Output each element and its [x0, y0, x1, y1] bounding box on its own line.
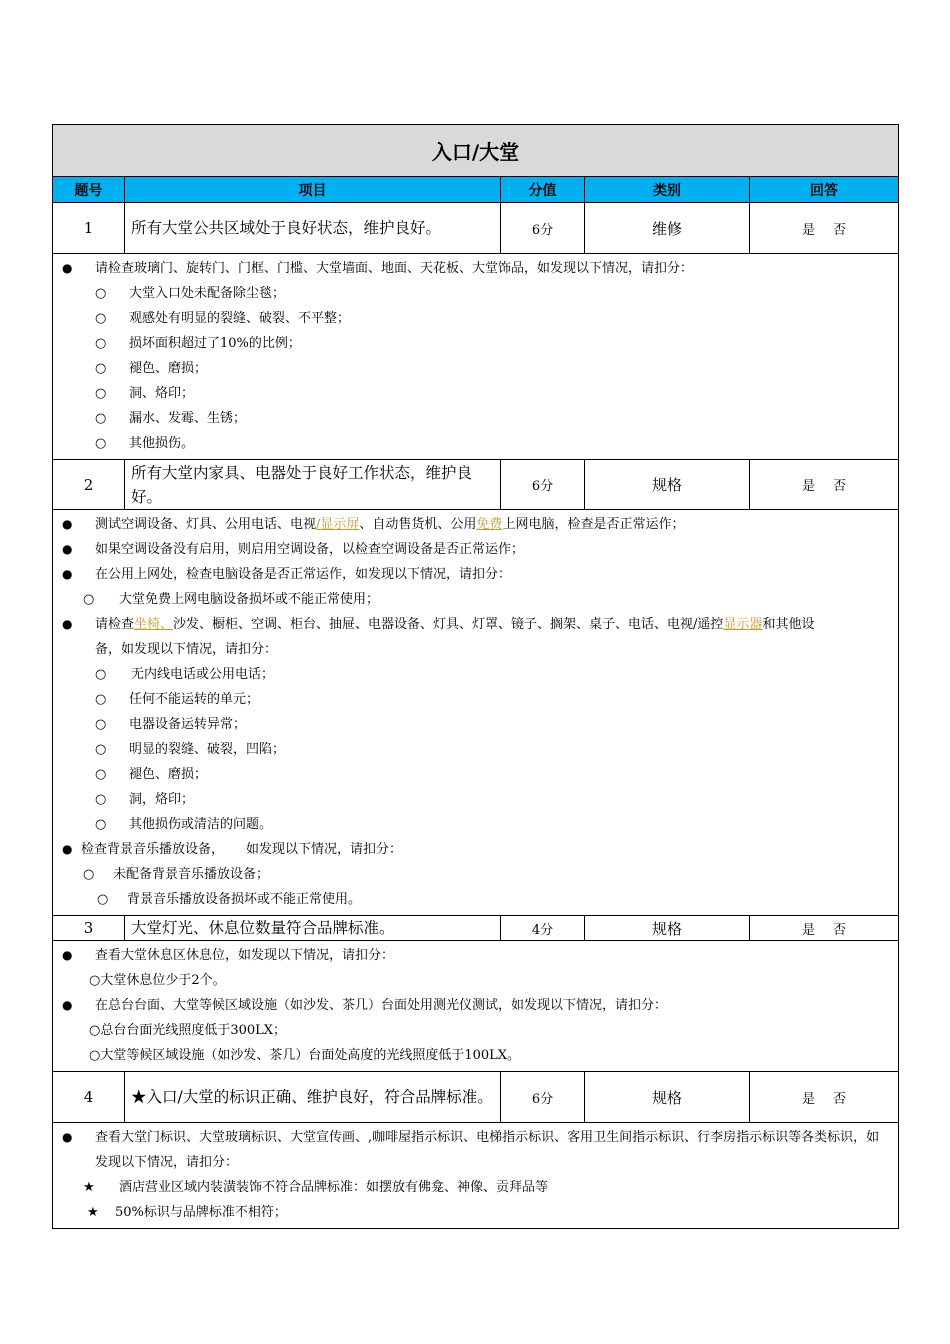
- answer-yes[interactable]: 是: [801, 479, 815, 494]
- question-item: 所有大堂公共区域处于良好状态，维护良好。: [125, 203, 501, 253]
- detail-text: 漏水、发霉、生锈；: [129, 411, 247, 426]
- detail-text: 请检查坐椅、沙发、橱柜、空调、柜台、抽屉、电器设备、灯具、灯罩、镜子、搁架、桌子、电话、电视/遥控显示器和其他设: [95, 617, 815, 632]
- detail-text: 背景音乐播放设备损坏或不能正常使用。: [127, 892, 362, 907]
- circle-icon: ○: [95, 336, 107, 351]
- circle-icon: ○: [97, 892, 109, 907]
- header-num: 题号: [53, 177, 125, 202]
- detail-text: 褪色、磨损；: [129, 767, 208, 782]
- highlight-text: 显示器: [723, 617, 763, 632]
- detail-text: 如果空调设备没有启用，则启用空调设备，以检查空调设备是否正常运作；: [95, 542, 525, 557]
- question-category: 规格: [585, 460, 750, 509]
- answer-options: [750, 460, 898, 509]
- circle-icon: ○: [95, 286, 107, 301]
- bullet-icon: ●: [62, 517, 73, 531]
- circle-icon: ○: [95, 386, 107, 401]
- circle-icon: ○: [95, 311, 107, 326]
- bullet-icon: ●: [62, 542, 73, 556]
- question-row-4: [53, 1072, 898, 1123]
- question-category: 规格: [585, 916, 750, 940]
- detail-text: ○总台台面光线照度低于300LX；: [89, 1023, 287, 1038]
- detail-text: 酒店营业区域内装潢装饰不符合品牌标准：如摆放有佛龛、神像、贡拜品等: [119, 1180, 549, 1195]
- question-details-2: [53, 510, 898, 916]
- bullet-icon: ●: [62, 842, 73, 856]
- question-row-2: [53, 460, 898, 510]
- question-details-1: [53, 254, 898, 460]
- detail-text: 大堂入口处未配备除尘毯；: [129, 286, 286, 301]
- highlight-text: 免费: [476, 517, 503, 532]
- detail-text: 测试空调设备、灯具、公用电话、电视/显示屏、自动售货机、公用免费上网电脑，检查是否正常运作；: [95, 517, 685, 532]
- detail-text: 褪色、磨损；: [129, 361, 208, 376]
- question-num: 4: [53, 1072, 125, 1122]
- detail-text: 请检查玻璃门、旋转门、门框、门槛、大堂墙面、地面、天花板、大堂饰品，如发现以下情况，请扣分：: [95, 261, 694, 276]
- question-details-3: [53, 941, 898, 1072]
- detail-text: 洞，烙印；: [129, 792, 195, 807]
- bullet-icon: ●: [62, 567, 73, 581]
- detail-text: 电器设备运转异常；: [129, 717, 247, 732]
- bullet-icon: ●: [62, 261, 73, 275]
- question-score: 6分: [501, 203, 585, 253]
- detail-text: 其他损伤。: [129, 436, 195, 451]
- question-category: 规格: [585, 1072, 750, 1122]
- detail-text: 洞、烙印；: [129, 386, 195, 401]
- detail-text: 在总台台面、大堂等候区域设施（如沙发、茶几）台面处用测光仪测试，如发现以下情况，请扣分：: [95, 998, 668, 1013]
- question-category: 维修: [585, 203, 750, 253]
- circle-icon: ○: [95, 361, 107, 376]
- star-icon: ★: [83, 1180, 95, 1195]
- header-answer: 回答: [810, 182, 838, 199]
- detail-text: 备，如发现以下情况，请扣分：: [95, 642, 278, 657]
- answer-yes[interactable]: 是: [801, 1091, 815, 1107]
- detail-text: 观感处有明显的裂缝、破裂、不平整；: [129, 311, 351, 326]
- detail-text: 无内线电话或公用电话；: [131, 667, 275, 682]
- circle-icon: ○: [95, 767, 107, 782]
- bullet-icon: ●: [62, 998, 73, 1012]
- detail-text: 任何不能运转的单元；: [129, 692, 260, 707]
- bullet-icon: ●: [62, 1130, 73, 1144]
- question-details-4: [53, 1123, 898, 1228]
- circle-icon: ○: [95, 817, 107, 832]
- header-category: 类别: [585, 177, 750, 202]
- detail-text: 50%标识与品牌标准不相符；: [115, 1205, 287, 1220]
- question-num: 2: [53, 460, 125, 509]
- bullet-icon: ●: [62, 948, 73, 962]
- highlight-text: /显示屏: [316, 517, 360, 532]
- evaluation-table: [52, 124, 899, 1229]
- detail-text: 明显的裂缝、破裂，凹陷；: [129, 742, 286, 757]
- highlight-text: 坐椅、: [134, 617, 174, 632]
- question-score: 6分: [501, 1072, 585, 1122]
- header-score: 分值: [501, 177, 585, 202]
- detail-text: 检查背景音乐播放设备， 如发现以下情况，请扣分：: [81, 842, 403, 857]
- detail-text: ○大堂休息位少于2个。: [89, 973, 226, 988]
- answer-yes[interactable]: 是: [801, 922, 815, 938]
- detail-text: 大堂免费上网电脑设备损坏或不能正常使用；: [119, 592, 380, 607]
- circle-icon: ○: [95, 692, 107, 707]
- answer-no[interactable]: 否: [833, 1091, 847, 1107]
- table-header: [53, 177, 898, 203]
- circle-icon: ○: [95, 792, 107, 807]
- question-item: 所有大堂内家具、电器处于良好工作状态，维护良好。: [125, 460, 501, 509]
- detail-text: 未配备背景音乐播放设备；: [113, 867, 270, 882]
- question-row-1: [53, 203, 898, 254]
- circle-icon: ○: [95, 411, 107, 426]
- circle-icon: ○: [95, 742, 107, 757]
- answer-options: [750, 203, 898, 253]
- circle-icon: ○: [95, 717, 107, 732]
- detail-text: 查看大堂门标识、大堂玻璃标识、大堂宣传画、,咖啡屋指示标识、电梯指示标识、客用卫生间指示标识、行李房指示标识等各类标识，如发现以下情况，请扣分：: [95, 1130, 880, 1170]
- answer-no[interactable]: 否: [833, 222, 847, 238]
- circle-icon: ○: [95, 436, 107, 451]
- star-icon: ★: [87, 1205, 99, 1220]
- detail-text: ○大堂等候区域设施（如沙发、茶几）台面处高度的光线照度低于100LX。: [89, 1048, 521, 1063]
- question-score: 4分: [501, 916, 585, 940]
- detail-text: 在公用上网处，检查电脑设备是否正常运作，如发现以下情况，请扣分：: [95, 567, 512, 582]
- table-title: 入口/大堂: [53, 125, 898, 177]
- answer-options: [750, 916, 898, 940]
- question-item: ★入口/大堂的标识正确、维护良好，符合品牌标准。: [125, 1072, 501, 1122]
- question-row-3: [53, 916, 898, 941]
- answer-options: [750, 1072, 898, 1122]
- answer-no[interactable]: 否: [833, 479, 847, 494]
- question-num: 3: [53, 916, 125, 940]
- answer-no[interactable]: 否: [833, 922, 847, 938]
- circle-icon: ○: [95, 667, 107, 682]
- header-item: 项目: [125, 177, 501, 202]
- detail-text: 查看大堂休息区休息位，如发现以下情况，请扣分：: [95, 948, 395, 963]
- circle-icon: ○: [83, 867, 95, 882]
- detail-text: 其他损伤或清洁的问题。: [129, 817, 273, 832]
- bullet-icon: ●: [62, 617, 73, 631]
- question-item: 大堂灯光、休息位数量符合品牌标准。: [125, 916, 501, 940]
- question-num: 1: [53, 203, 125, 253]
- question-score: 6分: [501, 460, 585, 509]
- circle-icon: ○: [83, 592, 95, 607]
- detail-text: 损坏面积超过了10%的比例；: [129, 336, 301, 351]
- answer-yes[interactable]: 是: [801, 222, 815, 238]
